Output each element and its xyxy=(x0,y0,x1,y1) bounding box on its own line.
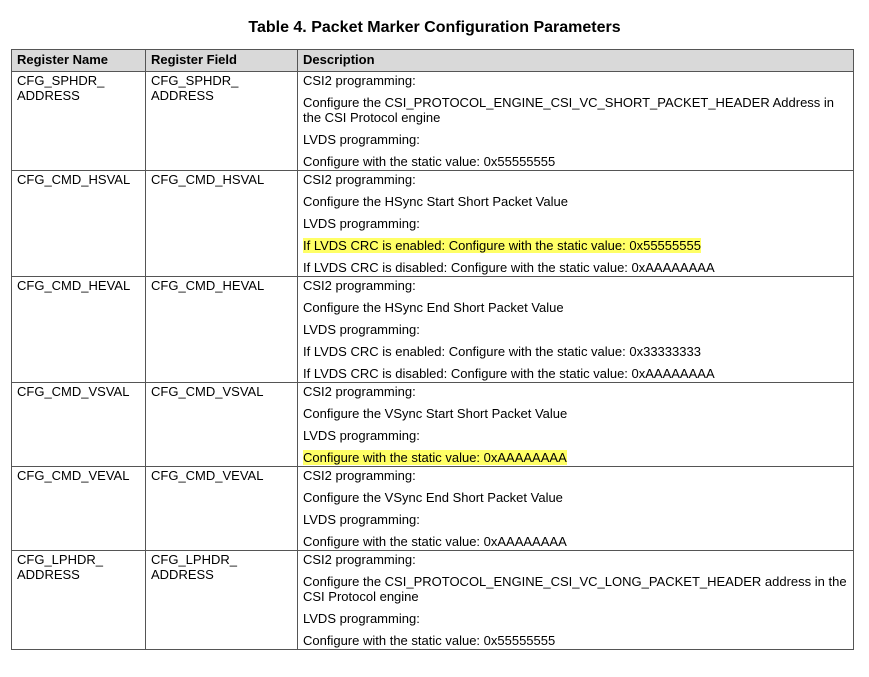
register-field-text: ADDRESS xyxy=(151,567,214,582)
description-line xyxy=(303,428,848,443)
description-text: If LVDS CRC is enabled: Configure with the static value: 0x33333333 xyxy=(303,344,701,359)
description-text: LVDS programming: xyxy=(303,322,420,337)
register-field-cell xyxy=(146,72,298,171)
description-text: LVDS programming: xyxy=(303,216,420,231)
header-description: Description xyxy=(298,50,854,72)
register-field-text: CFG_CMD_VSVAL xyxy=(151,384,264,399)
description-text: CSI2 programming: xyxy=(303,73,416,88)
packet-marker-table xyxy=(11,49,854,650)
register-field-text: CFG_CMD_VEVAL xyxy=(151,468,264,483)
description-line xyxy=(303,278,848,293)
description-text: Configure the VSync Start Short Packet Value xyxy=(303,406,568,421)
description-text: Configure the HSync End Short Packet Value xyxy=(303,300,564,315)
description-line xyxy=(303,238,848,253)
description-line xyxy=(303,154,848,169)
register-name-text: ADDRESS xyxy=(17,88,80,103)
description-text: LVDS programming: xyxy=(303,428,420,443)
description-text: LVDS programming: xyxy=(303,512,420,527)
register-name-text: ADDRESS xyxy=(17,567,80,582)
register-name-text: CFG_LPHDR_ xyxy=(17,552,103,567)
description-line xyxy=(303,95,848,125)
description-text: LVDS programming: xyxy=(303,132,420,147)
description-cell xyxy=(298,72,854,171)
description-text: If LVDS CRC is disabled: Configure with the static value: 0xAAAAAAAA xyxy=(303,366,715,381)
table-row xyxy=(12,551,854,650)
description-cell xyxy=(298,467,854,551)
description-line xyxy=(303,366,848,381)
description-line xyxy=(303,132,848,147)
description-text: If LVDS CRC is disabled: Configure with the static value: 0xAAAAAAAA xyxy=(303,260,715,275)
description-cell xyxy=(298,171,854,277)
description-cell xyxy=(298,551,854,650)
description-line xyxy=(303,300,848,315)
table-header-row xyxy=(12,50,854,72)
register-name-cell xyxy=(12,467,146,551)
description-line xyxy=(303,384,848,399)
description-line xyxy=(303,633,848,648)
register-name-text: CFG_CMD_VSVAL xyxy=(17,384,130,399)
register-name-text: CFG_SPHDR_ xyxy=(17,73,105,88)
register-name-cell xyxy=(12,383,146,467)
register-field-cell xyxy=(146,467,298,551)
table-row xyxy=(12,277,854,383)
description-line xyxy=(303,450,848,465)
description-line xyxy=(303,260,848,275)
description-line xyxy=(303,73,848,88)
table-row xyxy=(12,72,854,171)
description-cell xyxy=(298,383,854,467)
description-line xyxy=(303,534,848,549)
highlighted-text: If LVDS CRC is enabled: Configure with the static value: 0x55555555 xyxy=(303,238,701,253)
description-text: LVDS programming: xyxy=(303,611,420,626)
table-row xyxy=(12,383,854,467)
table-row xyxy=(12,171,854,277)
register-name-cell xyxy=(12,551,146,650)
register-name-cell xyxy=(12,277,146,383)
description-line xyxy=(303,512,848,527)
description-text: Configure the CSI_PROTOCOL_ENGINE_CSI_VC_SHORT_PACKET_HEADER Address in the CSI Protocol engine xyxy=(303,95,835,125)
description-line xyxy=(303,490,848,505)
header-register-name: Register Name xyxy=(12,50,146,72)
register-field-text: CFG_CMD_HEVAL xyxy=(151,278,265,293)
register-name-cell xyxy=(12,72,146,171)
register-field-text: ADDRESS xyxy=(151,88,214,103)
table-title: Table 4. Packet Marker Configuration Parameters xyxy=(248,19,621,36)
description-line xyxy=(303,172,848,187)
description-text: Configure the HSync Start Short Packet Value xyxy=(303,194,568,209)
register-name-text: CFG_CMD_HSVAL xyxy=(17,172,131,187)
register-field-cell xyxy=(146,551,298,650)
register-name-text: CFG_CMD_VEVAL xyxy=(17,468,130,483)
register-field-text: CFG_SPHDR_ xyxy=(151,73,239,88)
description-line xyxy=(303,322,848,337)
description-text: Configure with the static value: 0x55555555 xyxy=(303,633,556,648)
description-line xyxy=(303,552,848,567)
table-row xyxy=(12,467,854,551)
description-line xyxy=(303,611,848,626)
description-text: CSI2 programming: xyxy=(303,172,416,187)
description-text: CSI2 programming: xyxy=(303,552,416,567)
highlighted-text: Configure with the static value: 0xAAAAAAAA xyxy=(303,450,567,465)
description-text: Configure with the static value: 0x55555555 xyxy=(303,154,556,169)
description-line xyxy=(303,468,848,483)
description-text: CSI2 programming: xyxy=(303,468,416,483)
description-line xyxy=(303,406,848,421)
register-field-cell xyxy=(146,277,298,383)
description-text: CSI2 programming: xyxy=(303,278,416,293)
register-name-text: CFG_CMD_HEVAL xyxy=(17,278,131,293)
register-field-cell xyxy=(146,383,298,467)
register-field-text: CFG_LPHDR_ xyxy=(151,552,237,567)
description-line xyxy=(303,216,848,231)
register-field-text: CFG_CMD_HSVAL xyxy=(151,172,265,187)
register-field-cell xyxy=(146,171,298,277)
register-name-cell xyxy=(12,171,146,277)
description-line xyxy=(303,574,848,604)
description-text: Configure with the static value: 0xAAAAAAAA xyxy=(303,534,567,549)
description-line xyxy=(303,194,848,209)
header-register-field: Register Field xyxy=(146,50,298,72)
description-line xyxy=(303,344,848,359)
description-text: Configure the CSI_PROTOCOL_ENGINE_CSI_VC_LONG_PACKET_HEADER address in the CSI Protocol engine xyxy=(303,574,847,604)
description-text: CSI2 programming: xyxy=(303,384,416,399)
table-body xyxy=(12,72,854,650)
description-text: Configure the VSync End Short Packet Value xyxy=(303,490,563,505)
description-cell xyxy=(298,277,854,383)
